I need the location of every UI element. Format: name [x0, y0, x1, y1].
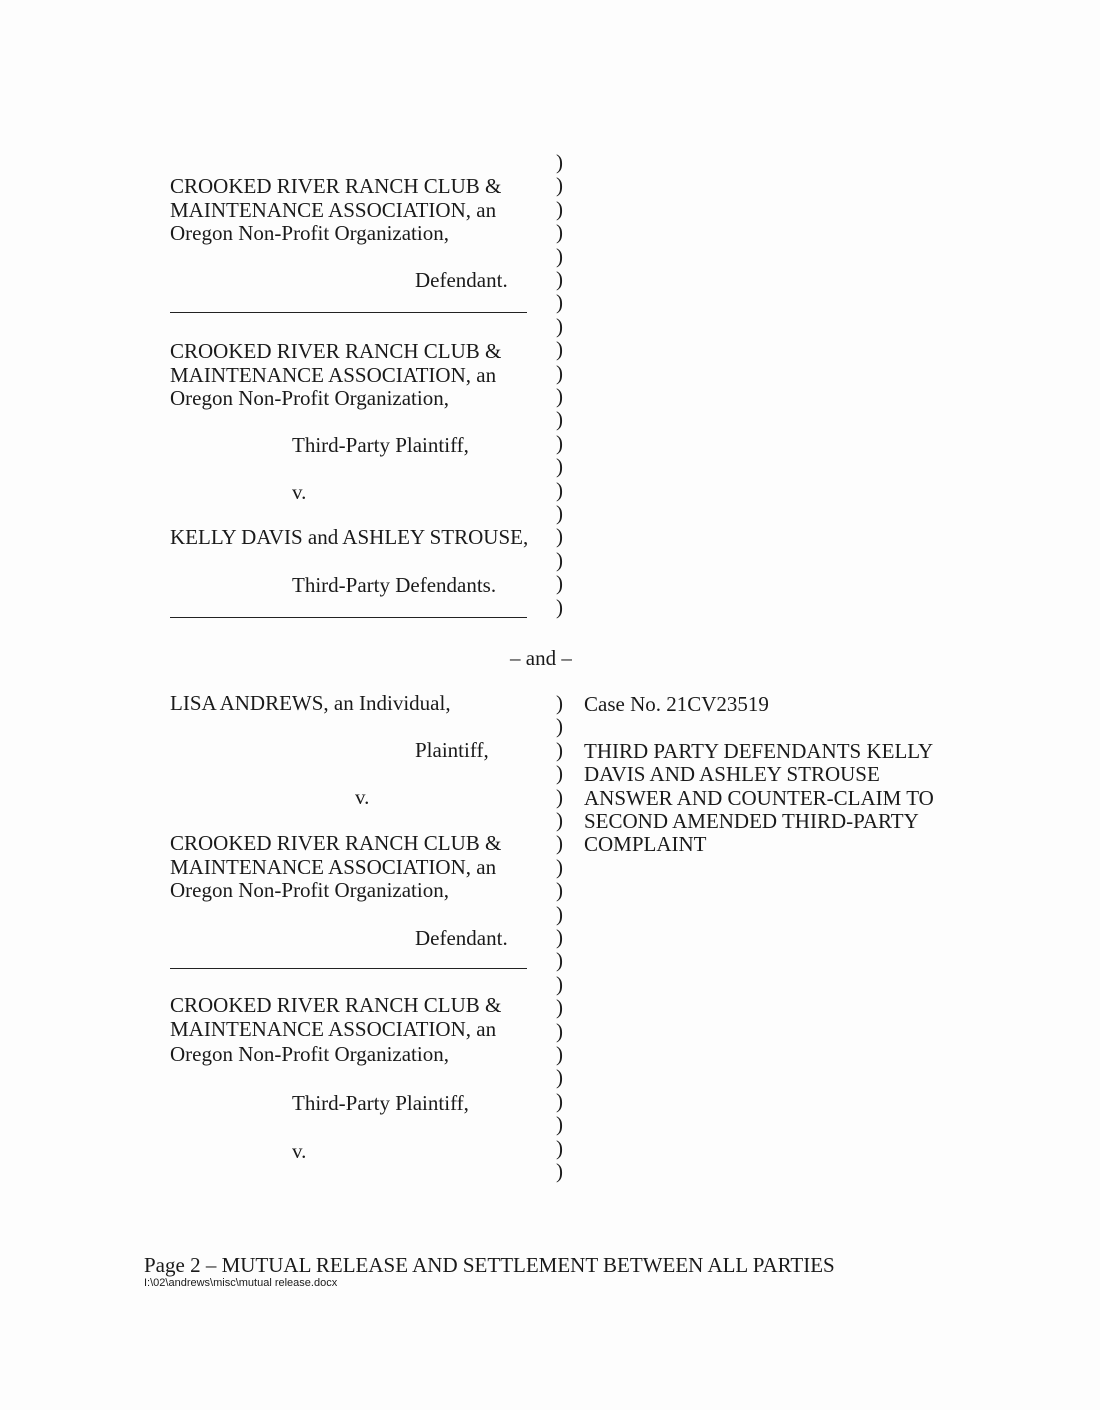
caption-bracket: ): [556, 1088, 563, 1113]
caption-bracket: ): [556, 1159, 563, 1183]
party-role: Plaintiff,: [415, 738, 489, 762]
document-title-line: DAVIS AND ASHLEY STROUSE: [584, 762, 880, 786]
caption-bracket: ): [556, 691, 563, 715]
caption-bracket: ): [556, 454, 563, 479]
caption-divider: [170, 312, 527, 313]
caption-bracket: ): [556, 313, 563, 338]
versus-label: v.: [355, 785, 370, 809]
caption-bracket: ): [556, 384, 563, 408]
party-name-line: CROOKED RIVER RANCH CLUB &: [170, 339, 502, 363]
caption-bracket: ): [556, 808, 563, 832]
caption-bracket: ): [556, 1112, 563, 1137]
caption-bracket: ): [556, 1135, 563, 1160]
caption-bracket: ): [556, 524, 563, 549]
third-party-defendants-names: KELLY DAVIS and ASHLEY STROUSE,: [170, 525, 529, 549]
caption-bracket: ): [556, 901, 563, 926]
caption-bracket: ): [556, 1042, 563, 1066]
caption-bracket: ): [556, 761, 563, 786]
party-name-line: Oregon Non-Profit Organization,: [170, 221, 449, 245]
plaintiff-name: LISA ANDREWS, an Individual,: [170, 691, 451, 715]
caption-bracket: ): [556, 173, 563, 198]
party-name-line: MAINTENANCE ASSOCIATION, an: [170, 1017, 497, 1041]
document-title-line: ANSWER AND COUNTER-CLAIM TO: [584, 786, 934, 810]
party-role: Defendant.: [415, 926, 508, 950]
party-name-line: MAINTENANCE ASSOCIATION, an: [170, 198, 497, 222]
party-role: Third-Party Plaintiff,: [292, 433, 469, 457]
caption-bracket: ): [556, 360, 563, 385]
caption-bracket: ): [556, 290, 563, 315]
party-name-line: CROOKED RIVER RANCH CLUB &: [170, 993, 502, 1017]
caption-bracket: ): [556, 337, 563, 362]
party-role: Defendant.: [415, 268, 508, 292]
caption-bracket: ): [556, 948, 563, 973]
caption-bracket: ): [556, 267, 563, 291]
caption-bracket: ): [556, 243, 563, 268]
case-number: Case No. 21CV23519: [584, 692, 769, 716]
caption-bracket: ): [556, 196, 563, 221]
caption-bracket: ): [556, 150, 563, 174]
party-role: Third-Party Plaintiff,: [292, 1091, 469, 1115]
caption-bracket: ): [556, 547, 563, 572]
party-role: Third-Party Defendants.: [292, 573, 497, 597]
caption-bracket: ): [556, 714, 563, 739]
caption-bracket: ): [556, 1018, 563, 1043]
versus-label: v.: [292, 480, 307, 504]
party-name-line: MAINTENANCE ASSOCIATION, an: [170, 855, 497, 879]
versus-label: v.: [292, 1139, 307, 1163]
party-name-line: Oregon Non-Profit Organization,: [170, 878, 449, 902]
caption-divider: [170, 617, 527, 618]
document-title-line: SECOND AMENDED THIRD-PARTY: [584, 809, 919, 833]
caption-bracket: ): [556, 1065, 563, 1090]
party-name-line: Oregon Non-Profit Organization,: [170, 1042, 449, 1066]
document-title-line: COMPLAINT: [584, 832, 707, 856]
party-name-line: Oregon Non-Profit Organization,: [170, 386, 449, 410]
party-name-line: CROOKED RIVER RANCH CLUB &: [170, 174, 502, 198]
footer-page-title: Page 2 – MUTUAL RELEASE AND SETTLEMENT BETWEEN ALL PARTIES: [144, 1253, 835, 1277]
caption-bracket: ): [556, 971, 563, 996]
caption-bracket: ): [556, 501, 563, 525]
caption-bracket: ): [556, 477, 563, 502]
party-name-line: CROOKED RIVER RANCH CLUB &: [170, 831, 502, 855]
caption-bracket: ): [556, 407, 563, 432]
caption-bracket: ): [556, 854, 563, 879]
caption-bracket: ): [556, 594, 563, 619]
caption-bracket: ): [556, 571, 563, 596]
caption-bracket: ): [556, 995, 563, 1020]
caption-bracket: ): [556, 737, 563, 762]
caption-bracket: ): [556, 430, 563, 455]
caption-bracket: ): [556, 831, 563, 856]
caption-bracket: ): [556, 784, 563, 809]
caption-bracket: ): [556, 878, 563, 903]
document-title-line: THIRD PARTY DEFENDANTS KELLY: [584, 739, 934, 763]
party-name-line: MAINTENANCE ASSOCIATION, an: [170, 363, 497, 387]
caption-bracket: ): [556, 220, 563, 245]
footer-file-path: I:\02\andrews\misc\mutual release.docx: [144, 1277, 338, 1289]
caption-divider: [170, 968, 527, 969]
and-separator: – and –: [510, 646, 572, 670]
caption-bracket: ): [556, 925, 563, 949]
